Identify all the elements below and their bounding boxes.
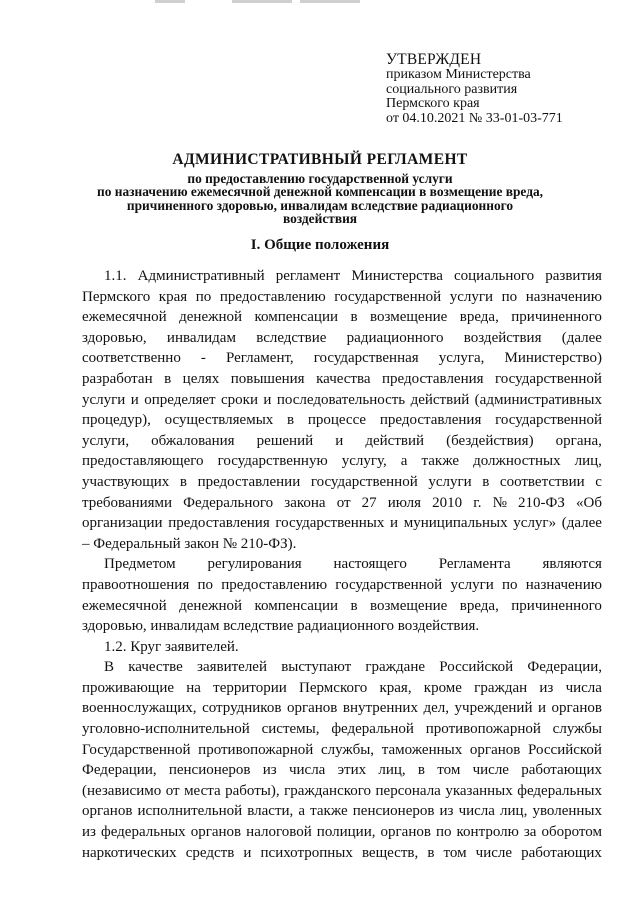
text-word: возмещение [370,597,448,614]
text-word: радиационного [346,329,444,346]
text-word: Российской [439,659,514,676]
text-word: кроме [423,679,462,696]
text-line [82,554,602,575]
text-word: учреждений [454,700,533,717]
scan-artifact [0,0,640,6]
text-word: процессе [307,412,367,429]
text-word: внутренних [342,700,418,717]
text-word: - [200,350,206,367]
text-word: (независимо [82,782,162,799]
text-word: органов [190,824,242,841]
text-word: в [164,370,172,387]
text-word: службы [552,721,602,738]
text-word: таможенных [381,741,463,758]
text-word: исполнительной [137,803,243,820]
text-line [82,698,602,719]
text-word: по [197,576,213,593]
text-line [82,328,602,349]
text-word: предоставления [379,412,482,429]
text-word: этих [337,762,367,779]
approval-line: Пермского края [386,96,480,112]
text-word: дел, [423,700,450,717]
text-word: и [243,844,252,861]
text-word: услуг» [513,515,557,532]
text-word: в [179,473,187,490]
text-word: Министерство) [504,350,602,367]
text-word: также [421,453,460,470]
text-word: пенсионеров [352,803,435,820]
text-word: решений [256,432,314,449]
text-line [82,719,602,740]
text-line [82,513,602,534]
text-line [82,287,602,308]
text-word: предоставлении [197,473,301,490]
section-heading: I. Общие положения [250,237,390,253]
text-word: Регламент, [225,350,294,367]
text-line [82,431,602,452]
text-word: по [195,288,212,305]
text-word: должностных [473,453,561,470]
text-word: из [539,679,554,696]
text-word: Федерации, [527,659,602,676]
text-line [82,534,602,555]
text-word: назначению [525,576,602,593]
text-word: социального [454,268,535,284]
text-word: организации [82,515,163,532]
text-word: услуги [450,576,494,593]
text-word: из [439,803,454,820]
subtitle-line: по предоставлению государственной услуги [187,171,453,186]
text-word: компенсации [254,597,339,614]
text-line [82,575,602,596]
text-word: июля [387,494,422,511]
text-word: числе [472,762,509,779]
text-word: Пермского [299,679,368,696]
text-word: 2010 [432,494,463,511]
text-word: за [523,824,537,841]
text-word: муниципальных [403,515,508,532]
text-word: 27 [361,494,377,511]
text-word: вследствие [256,329,327,346]
text-word: «Об [575,494,602,511]
text-word: противопожарной [425,721,541,738]
approval-line: приказом Министерства [386,67,531,82]
text-word: услуги [428,473,472,490]
subtitle-line: причиненного здоровью, инвалидам вследствие радиационного [126,197,514,213]
text-word: числа [565,679,602,696]
text-word: ежемесячной [82,597,167,614]
text-word: граждане [365,659,426,676]
text-word: Пермского [82,288,151,305]
text-word: том [437,762,461,779]
text-word: предоставлению [219,288,326,305]
text-word: услуги, [82,432,130,449]
text-word: повышения [230,370,305,387]
text-word: числа [288,762,326,779]
text-word: услуги [82,391,126,408]
text-word: федеральных [517,782,602,799]
text-line [82,843,602,864]
text-word: г. [473,494,482,511]
text-word: государственной [495,412,602,429]
text-word: противопожарной [198,741,314,758]
text-word: по [501,288,518,305]
text-word: настоящего [333,556,407,573]
document-title: АДМИНИСТРАТИВНЫЙ РЕГЛАМЕНТ [172,151,468,168]
text-word: 210-ФЗ [518,494,565,511]
text-word: работающих [521,762,602,779]
text-word: качества [316,370,371,387]
text-word: федеральной [331,721,414,738]
approval-block [386,52,636,126]
text-word: службы, [320,741,375,758]
text-word: определяет [144,391,216,408]
text-word: предоставления [168,515,270,532]
text-word: денежной [179,309,243,326]
text-word: указанных [445,782,513,799]
text-word: уголовно-исполнительной [82,721,250,738]
text-word: здоровью, [82,329,147,346]
approval-line: социального развития [386,81,518,97]
text-word: качестве [128,659,183,676]
text-line [82,760,602,781]
text-line [82,657,602,678]
text-word: государственную [217,453,328,470]
text-word: и [335,432,344,449]
text-line [82,678,602,699]
subtitle-line: воздействия [282,210,358,226]
text-word: лиц, [574,453,602,470]
text-word: регламент [275,268,341,284]
text-word: в [287,412,295,429]
text-word: от [165,782,180,799]
text-word: Предметом [104,556,176,573]
text-word: ежемесячной [82,309,167,326]
text-word: органов [380,824,431,841]
text-word: развития [545,268,602,284]
text-word: органов [469,741,521,758]
text-word: выступают [281,659,352,676]
text-word: края [158,288,188,305]
text-word: – Федеральный закон № 210-ФЗ). [82,535,297,552]
text-word: услуга, [438,350,485,367]
text-word: лиц, [378,762,406,779]
text-word: и [390,515,399,532]
text-line [82,472,602,493]
text-word: вреда, [459,597,499,614]
text-line [82,637,602,658]
text-word: и [263,391,272,408]
text-line [82,348,602,369]
text-word: денежной [179,597,243,614]
text-word: Федерального [183,494,274,511]
text-word: последовательность [276,391,406,408]
text-word: требованиями [82,494,173,511]
text-word: уволенных [532,803,602,820]
text-line [82,781,602,802]
text-word: являются [542,556,602,573]
subtitle-line: по назначению ежемесячной денежной компенсации в возмещение вреда, [96,184,544,200]
text-word: государственной [334,288,442,305]
text-word: и [537,700,547,717]
text-word: причиненного [511,597,602,614]
text-word: в [427,844,435,861]
text-word: в [482,473,490,490]
text-word: В [104,659,115,676]
text-word: наркотических [82,844,177,861]
text-word: действий [365,432,425,449]
text-word: органов [286,700,338,717]
text-word: работающих [521,844,602,861]
text-line [82,740,602,761]
text-word: по [502,576,518,593]
text-word: услуги [449,288,494,305]
text-word: предоставляющего [82,453,204,470]
text-word: Российской [528,741,602,758]
text-word: из [82,824,96,841]
text-word: № [492,494,507,511]
text-word: закона [284,494,326,511]
text-word: предоставлению [221,576,328,593]
text-word: территории [213,679,287,696]
text-word: возмещение [370,309,448,326]
text-word: военнослужащих, [82,700,197,717]
text-word: соответствии [499,473,585,490]
text-word: соответственно [82,350,181,367]
text-line [82,822,602,843]
text-word: власти, [247,803,294,820]
text-word: органа, [555,432,602,449]
text-word: обжалования [151,432,235,449]
text-word: 1.1. [104,268,127,284]
text-word: (далее [561,329,602,346]
text-word: инвалидам [166,329,236,346]
text-word: причиненного [511,309,602,326]
text-word: работы), [225,782,280,799]
text-word: полиции, [316,824,376,841]
text-word: предоставления [382,370,484,387]
text-word: вреда, [459,309,499,326]
text-word: на [186,679,201,696]
text-line [82,307,602,328]
text-word: системы, [261,721,320,738]
text-word: также [310,803,348,820]
text-line [82,266,602,287]
text-word: Регламента [438,556,511,573]
text-word: правоотношения [82,576,190,593]
text-line [82,801,602,822]
text-line [82,390,602,411]
text-line [82,493,602,514]
text-line [82,369,602,390]
approval-line: от 04.10.2021 № 33-01-03-771 [386,110,563,126]
text-word: налоговой [246,824,312,841]
text-word: от [336,494,351,511]
text-word: (далее [561,515,602,532]
text-word: государственная [313,350,419,367]
text-word: контролю [456,824,519,841]
text-word: регулирования [207,556,302,573]
text-word: сроки [221,391,258,408]
text-word: а [298,803,306,820]
text-word: в [350,597,358,614]
text-word: 1.2. Круг заявителей. [104,638,239,655]
text-word: числа [458,803,495,820]
text-word: по [435,824,452,841]
text-word: Административный [137,268,265,284]
text-word: гражданского [284,782,372,799]
text-word: сотрудников [202,700,282,717]
text-word: государственной [335,576,443,593]
text-word: федеральных [100,824,186,841]
text-word: государственных [275,515,385,532]
document-body [82,266,602,863]
text-word: проживающие [82,679,175,696]
text-word: персонала [375,782,441,799]
text-word: а [400,453,408,470]
text-word: места [184,782,221,799]
text-word: компенсации [254,309,339,326]
text-word: Федерации, [82,762,157,779]
text-word: целях [182,370,220,387]
text-line [82,410,602,431]
text-word: здоровью, инвалидам вследствие радиационного воздействия. [82,618,480,635]
text-word: психотропных [260,844,353,861]
text-word: воздействия [463,329,542,346]
text-word: и [130,391,139,408]
text-word: Министерства [351,268,443,284]
text-word: действий [410,391,470,408]
text-word: Государственной [82,741,191,758]
text-word: в [350,309,358,326]
text-line [82,616,602,637]
text-word: лиц, [500,803,528,820]
text-word: граждан [474,679,528,696]
text-word: государственной [310,473,418,490]
text-word: участвующих [82,473,170,490]
text-word: из [262,762,277,779]
text-word: том [443,844,467,861]
text-line [82,596,602,617]
text-line [82,451,602,472]
text-word: заявителей [197,659,267,676]
text-word: назначению [525,288,602,305]
text-word: в [417,762,426,779]
text-word: органов [82,803,133,820]
text-word: осуществляемых [164,412,274,429]
text-word: края, [379,679,412,696]
approval-stamp: УТВЕРЖДЕН [386,51,482,68]
text-word: органов [551,700,602,717]
text-word: с [595,473,602,490]
document-subtitle [0,172,640,225]
text-word: оборотом [541,824,602,841]
text-word: (бездействия) [446,432,534,449]
text-word: услугу, [341,453,387,470]
text-word: средств [185,844,235,861]
text-word: числе [475,844,513,861]
text-word: разработан [82,370,153,387]
text-word: (административных [474,391,602,408]
text-word: пенсионеров [168,762,251,779]
text-word: процедур), [82,412,151,429]
text-word: государственной [495,370,602,387]
text-word: веществ, [361,844,419,861]
